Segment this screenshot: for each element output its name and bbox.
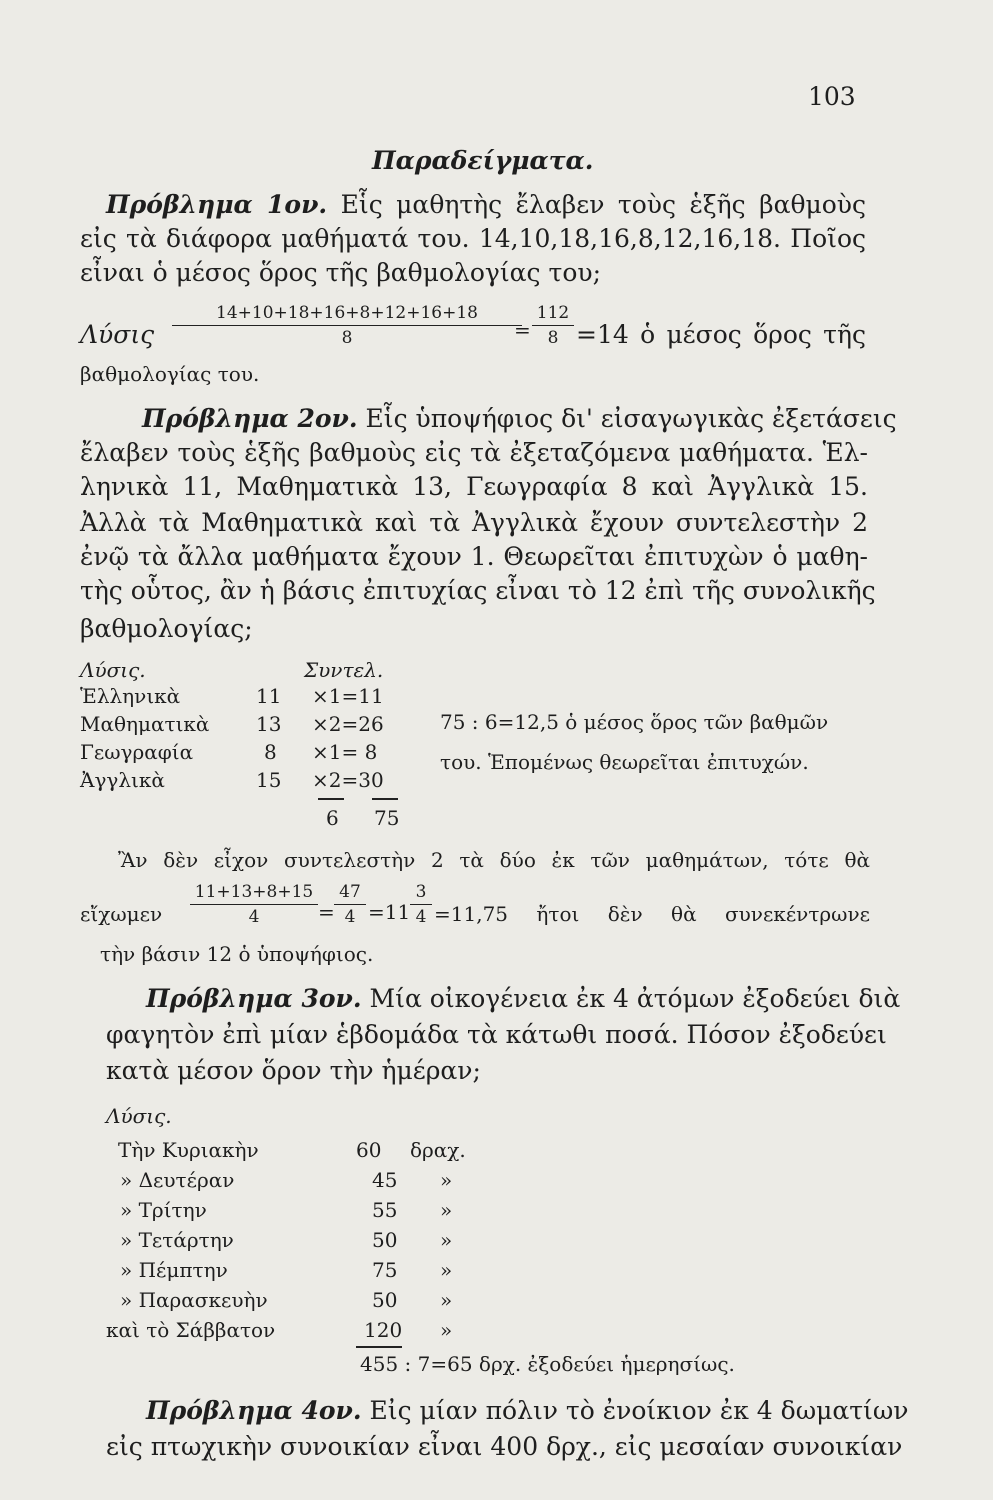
problem1-numerator: 14+10+18+16+8+12+16+18 [172, 303, 522, 326]
problem1-eq: = [514, 318, 531, 342]
problem2-line4: Ἀλλὰ τὰ Μαθηματικὰ καὶ τὰ Ἀγγλικὰ ἔχουν συντελεστὴν 2 [80, 508, 868, 537]
grade-row-grade: 13 [256, 712, 282, 736]
problem2-text1: Εἷς ὑποψήφιος δι' εἰσαγωγικὰς ἐξετάσεις [365, 404, 897, 433]
coef-sum-rule [318, 798, 344, 800]
total-coef: 6 [326, 806, 339, 830]
expense-row-unit: » [440, 1228, 453, 1252]
expense-row-unit: » [440, 1198, 453, 1222]
expense-row-day: Τὴν Κυριακὴν [118, 1138, 259, 1162]
problem3-text1: Μία οἰκογένεια ἐκ 4 ἀτόμων ἐξοδεύει διὰ [369, 984, 901, 1013]
alt-prefix: εἴχωμεν [80, 902, 163, 926]
problem1-line1 [106, 190, 866, 219]
expense-row-day: » Τρίτην [120, 1198, 207, 1222]
expense-row-unit: » [440, 1168, 453, 1192]
expense-row-amount: 55 [372, 1198, 398, 1222]
coef-header: Συντελ. [304, 658, 384, 682]
alt-numerator: 11+13+8+15 [190, 882, 318, 905]
grade-row-calc: ×2=30 [312, 768, 384, 792]
expense-row-unit: » [440, 1288, 453, 1312]
grade-row-grade: 11 [256, 684, 282, 708]
problem4-label: Πρόβλημα 4ον. [146, 1396, 362, 1425]
grade-row-grade: 15 [256, 768, 282, 792]
problem1-result-wrap [576, 320, 866, 349]
side-note-line2: του. Ἑπομένως θεωρεῖται ἐπιτυχών. [440, 750, 809, 774]
problem1-line2: εἰς τὰ διάφορα μαθήματά του. 14,10,18,16,8,12,16,18. Ποῖος [80, 224, 866, 253]
problem1-conclusion: βαθμολογίας του. [80, 362, 260, 386]
expenses-total: 455 : 7=65 δρχ. ἐξοδεύει ἡμερησίως. [360, 1352, 735, 1376]
problem2-line2: ἔλαβεν τοὺς ἑξῆς βαθμοὺς εἰς τὰ ἐξεταζόμενα μαθήματα. Ἑλ- [80, 438, 868, 467]
problem2-line1 [142, 404, 897, 433]
grade-row-calc: ×1= 8 [312, 740, 378, 764]
problem1-denominator2: 8 [547, 328, 559, 348]
grade-row-subject: Μαθηματικὰ [80, 712, 210, 736]
expenses-sum-rule [356, 1346, 402, 1348]
problem4-text1: Εἰς μίαν πόλιν τὸ ἐνοίκιον ἐκ 4 δωματίων [369, 1396, 909, 1425]
alt-denominator2: 4 [344, 907, 356, 927]
expense-row-day: » Πέμπτην [120, 1258, 228, 1282]
expense-row-unit: » [440, 1258, 453, 1282]
grade-row-subject: Γεωγραφία [80, 740, 194, 764]
expense-row-amount: 50 [372, 1288, 398, 1312]
expense-row-day: » Παρασκευὴν [120, 1288, 268, 1312]
problem3-line1 [146, 984, 901, 1013]
alt-numerator2: 47 [334, 882, 366, 905]
problem3-solution-label: Λύσις. [106, 1104, 172, 1128]
problem2-solution-label: Λύσις. [80, 658, 146, 682]
expense-row-unit: δραχ. [410, 1138, 466, 1162]
alt-eq: = [318, 900, 335, 924]
grade-row-calc: ×1=11 [312, 684, 384, 708]
problem2-line7: βαθμολογίας; [80, 614, 253, 643]
problem3-label: Πρόβλημα 3ον. [146, 984, 362, 1013]
problem2-line3: ληνικὰ 11, Μαθηματικὰ 13, Γεωγραφία 8 καὶ Ἀγγλικὰ 15. [80, 472, 868, 501]
problem1-line3: εἶναι ὁ μέσος ὅρος τῆς βαθμολογίας του; [80, 258, 602, 287]
problem1-fraction2 [532, 303, 574, 348]
alt-fraction2 [334, 882, 366, 927]
expense-row-amount: 75 [372, 1258, 398, 1282]
alt-denominator: 4 [248, 907, 260, 927]
expense-row-day: καὶ τὸ Σάββατον [106, 1318, 276, 1342]
alt-eq2: =11 [368, 900, 411, 924]
grade-row-subject: Ἑλληνικὰ [80, 684, 181, 708]
section-title: Παραδείγματα. [372, 146, 594, 175]
problem2-line5: ἐνῷ τὰ ἄλλα μαθήματα ἔχουν 1. Θεωρεῖται ἐπιτυχὼν ὁ μαθη- [80, 542, 868, 571]
problem1-solution-label: Λύσις [80, 320, 155, 349]
expense-row-amount: 50 [372, 1228, 398, 1252]
alt-line1: Ἂν δὲν εἶχον συντελεστὴν 2 τὰ δύο ἐκ τῶν μαθημάτων, τότε θὰ [118, 848, 870, 872]
problem1-result: =14 ὁ μέσος ὅρος τῆς [576, 320, 866, 349]
problem4-line1 [146, 1396, 909, 1425]
expense-row-amount: 60 [356, 1138, 382, 1162]
side-note-line1: 75 : 6=12,5 ὁ μέσος ὅρος τῶν βαθμῶν [440, 710, 829, 734]
grade-row-calc: ×2=26 [312, 712, 384, 736]
problem1-denominator: 8 [341, 328, 353, 348]
problem1-text1: Εἷς μαθητὴς ἔλαβεν τοὺς ἑξῆς βαθμοὺς [340, 190, 866, 219]
alt-result-wrap [434, 902, 870, 926]
alt-result: =11,75 ἤτοι δὲν θὰ συνεκέντρωνε [434, 902, 870, 926]
problem3-line3: κατὰ μέσον ὅρον τὴν ἡμέραν; [106, 1056, 481, 1085]
total-sum: 75 [374, 806, 400, 830]
page-number: 103 [808, 82, 856, 111]
expense-row-unit: » [440, 1318, 453, 1342]
problem1-label: Πρόβλημα 1ον. [106, 190, 328, 219]
expense-row-day: » Τετάρτην [120, 1228, 234, 1252]
problem3-line2: φαγητὸν ἐπὶ μίαν ἑβδομάδα τὰ κάτωθι ποσά. Πόσον ἐξοδεύει [106, 1020, 887, 1049]
problem1-fraction [172, 303, 522, 348]
grade-row-subject: Ἀγγλικὰ [80, 768, 165, 792]
alt-numerator3: 3 [410, 882, 432, 905]
expense-row-day: » Δευτέραν [120, 1168, 235, 1192]
alt-denominator3: 4 [415, 907, 427, 927]
expense-row-amount: 120 [364, 1318, 403, 1342]
alt-fraction3 [410, 882, 432, 927]
problem1-numerator2: 112 [532, 303, 574, 326]
grade-row-grade: 8 [264, 740, 277, 764]
problem2-line6: τὴς οὗτος, ἂν ἡ βάσις ἐπιτυχίας εἶναι τὸ 12 ἐπὶ τῆς συνολικῆς [80, 576, 876, 605]
total-sum-rule [372, 798, 398, 800]
problem4-line2: εἰς πτωχικὴν συνοικίαν εἶναι 400 δρχ., εἰς μεσαίαν συνοικίαν [106, 1432, 903, 1461]
alt-fraction [190, 882, 318, 927]
expense-row-amount: 45 [372, 1168, 398, 1192]
problem2-label: Πρόβλημα 2ον. [142, 404, 358, 433]
alt-conclusion: τὴν βάσιν 12 ὁ ὑποψήφιος. [100, 942, 374, 966]
